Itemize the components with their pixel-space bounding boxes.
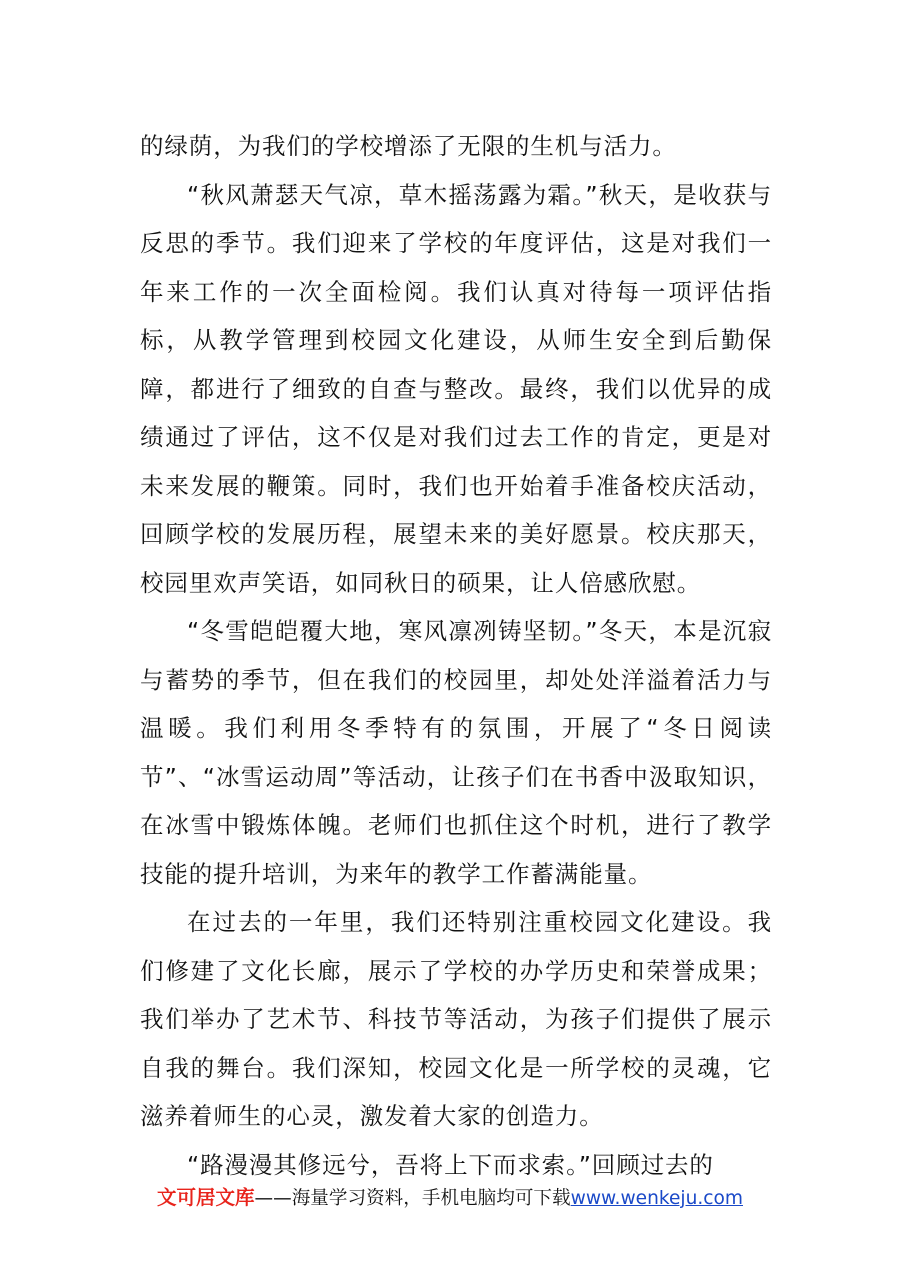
paragraph-winter: “冬雪皑皑覆大地，寒风凛冽铸坚韧。”冬天，本是沉寂与蓄势的季节，但在我们的校园里，却处处洋溢着活力与温暖。我们利用冬季特有的氛围，开展了“冬日阅读节”、“冰雪运动周”等活动，让孩子们在书香中汲取知识，在冰雪中锻炼体魄。老师们也抓住这个时机，进行了教学技能的提升培训，为来年的教学工作蓄满能量。 <box>140 617 772 888</box>
footer-banner <box>157 1183 777 1213</box>
footer-website-link[interactable]: www.wenkeju.com <box>570 1188 743 1209</box>
paragraph-autumn: “秋风萧瑟天气凉，草木摇荡露为霜。”秋天，是收获与反思的季节。我们迎来了学校的年度评估，这是对我们一年来工作的一次全面检阅。我们认真对待每一项评估指标，从教学管理到校园文化建设，从师生安全到后勤保障，都进行了细致的自查与整改。最终，我们以优异的成绩通过了评估，这不仅是对我们过去工作的肯定，更是对未来发展的鞭策。同时，我们也开始着手准备校庆活动，回顾学校的发展历程，展望未来的美好愿景。校庆那天，校园里欢声笑语，如同秋日的硕果，让人倍感欣慰。 <box>140 180 772 597</box>
footer-brand: 文可居文库 <box>157 1186 255 1209</box>
paragraph-campus-culture: 在过去的一年里，我们还特别注重校园文化建设。我们修建了文化长廊，展示了学校的办学历史和荣誉成果；我们举办了艺术节、科技节等活动，为孩子们提供了展示自我的舞台。我们深知，校园文化是一所学校的灵魂，它滋养着师生的心灵，激发着大家的创造力。 <box>140 908 772 1130</box>
document-body <box>140 122 772 1189</box>
footer-slogan: ——海量学习资料，手机电脑均可下载 <box>254 1188 571 1209</box>
paragraph-continuation: 的绿荫，为我们的学校增添了无限的生机与活力。 <box>140 132 677 160</box>
paragraph-closing: “路漫漫其修远兮，吾将上下而求索。”回顾过去的 <box>187 1150 714 1179</box>
